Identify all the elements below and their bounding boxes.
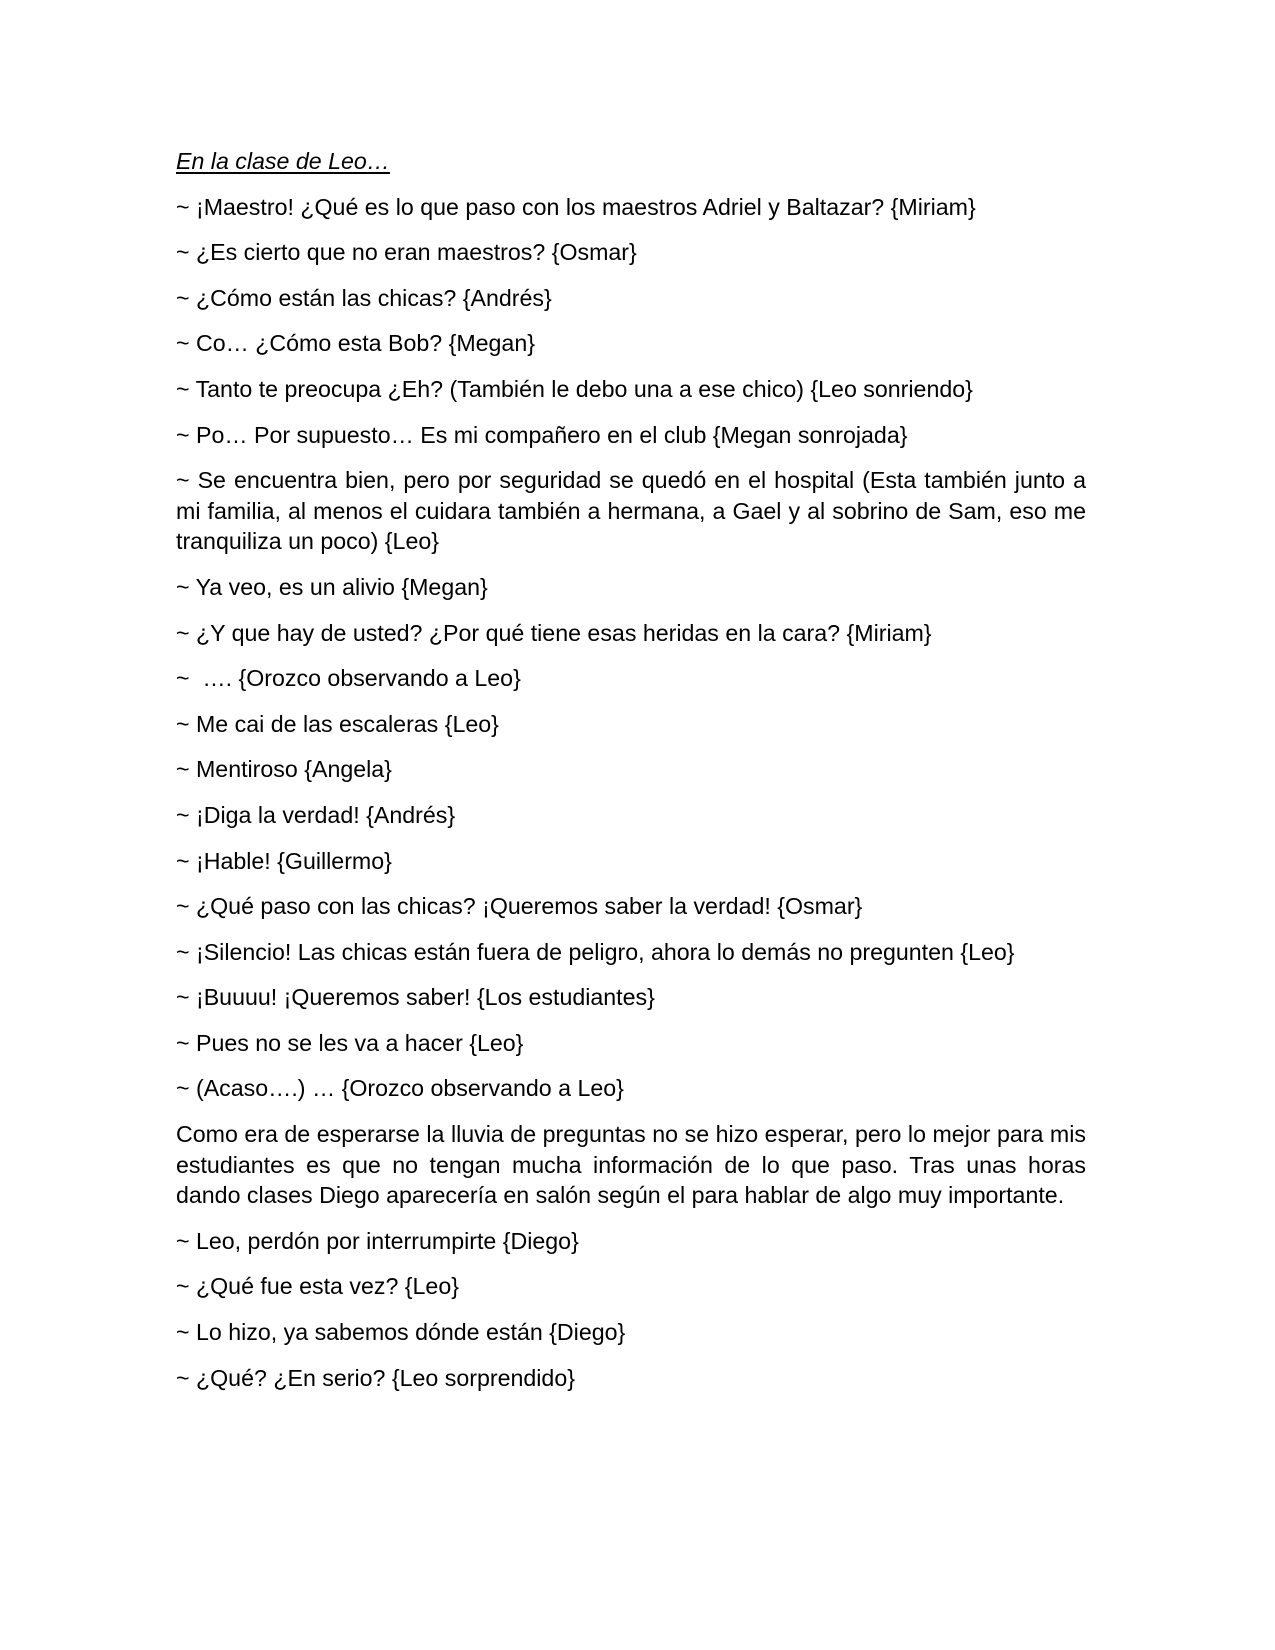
dialogue-line: ~ ¡Maestro! ¿Qué es lo que paso con los maestros Adriel y Baltazar? {Miriam} <box>176 193 976 220</box>
dialogue-line: ~ Lo hizo, ya sabemos dónde están {Diego} <box>176 1319 626 1346</box>
dialogue-line: ~ ¡Hable! {Guillermo} <box>176 847 392 874</box>
dialogue-line: ~ Me cai de las escaleras {Leo} <box>176 710 499 737</box>
narrative-paragraph: Como era de esperarse la lluvia de preguntas no se hizo esperar, pero lo mejor para mis estudiantes es que no tengan mucha información de lo que paso. Tras unas horas dando clases Diego aparecería en salón según el para hablar de algo muy importante. <box>176 1121 1086 1209</box>
dialogue-line: ~ ¿Es cierto que no eran maestros? {Osmar} <box>176 239 637 266</box>
dialogue-line: ~ …. {Orozco observando a Leo} <box>176 665 521 692</box>
dialogue-line: ~ Se encuentra bien, pero por seguridad se quedó en el hospital (Esta también junto a mi familia, al menos el cuidara también a hermana, a Gael y al sobrino de Sam, eso me tranquiliza un poco) {Leo} <box>176 467 1086 555</box>
dialogue-line: ~ ¿Y que hay de usted? ¿Por qué tiene esas heridas en la cara? {Miriam} <box>176 619 932 646</box>
section-heading: En la clase de Leo… <box>176 148 390 174</box>
dialogue-line: ~ ¡Diga la verdad! {Andrés} <box>176 801 456 828</box>
dialogue-line: ~ ¿Qué fue esta vez? {Leo} <box>176 1273 459 1300</box>
dialogue-line: ~ Mentiroso {Angela} <box>176 756 392 783</box>
dialogue-line: ~ Co… ¿Cómo esta Bob? {Megan} <box>176 330 535 357</box>
dialogue-line: ~ Leo, perdón por interrumpirte {Diego} <box>176 1227 579 1254</box>
dialogue-line: ~ Tanto te preocupa ¿Eh? (También le debo una a ese chico) {Leo sonriendo} <box>176 375 973 402</box>
dialogue-line: ~ ¡Silencio! Las chicas están fuera de peligro, ahora lo demás no pregunten {Leo} <box>176 938 1015 965</box>
dialogue-line: ~ ¡Buuuu! ¡Queremos saber! {Los estudiantes} <box>176 984 655 1011</box>
dialogue-line: ~ Po… Por supuesto… Es mi compañero en el club {Megan sonrojada} <box>176 421 908 448</box>
dialogue-line: ~ Ya veo, es un alivio {Megan} <box>176 573 488 600</box>
dialogue-line: ~ Pues no se les va a hacer {Leo} <box>176 1029 524 1056</box>
dialogue-line: ~ ¿Qué paso con las chicas? ¡Queremos saber la verdad! {Osmar} <box>176 893 863 920</box>
dialogue-line: ~ ¿Qué? ¿En serio? {Leo sorprendido} <box>176 1364 575 1391</box>
dialogue-line: ~ ¿Cómo están las chicas? {Andrés} <box>176 284 552 311</box>
document-page <box>176 146 1086 1408</box>
dialogue-line: ~ (Acaso….) … {Orozco observando a Leo} <box>176 1075 624 1102</box>
